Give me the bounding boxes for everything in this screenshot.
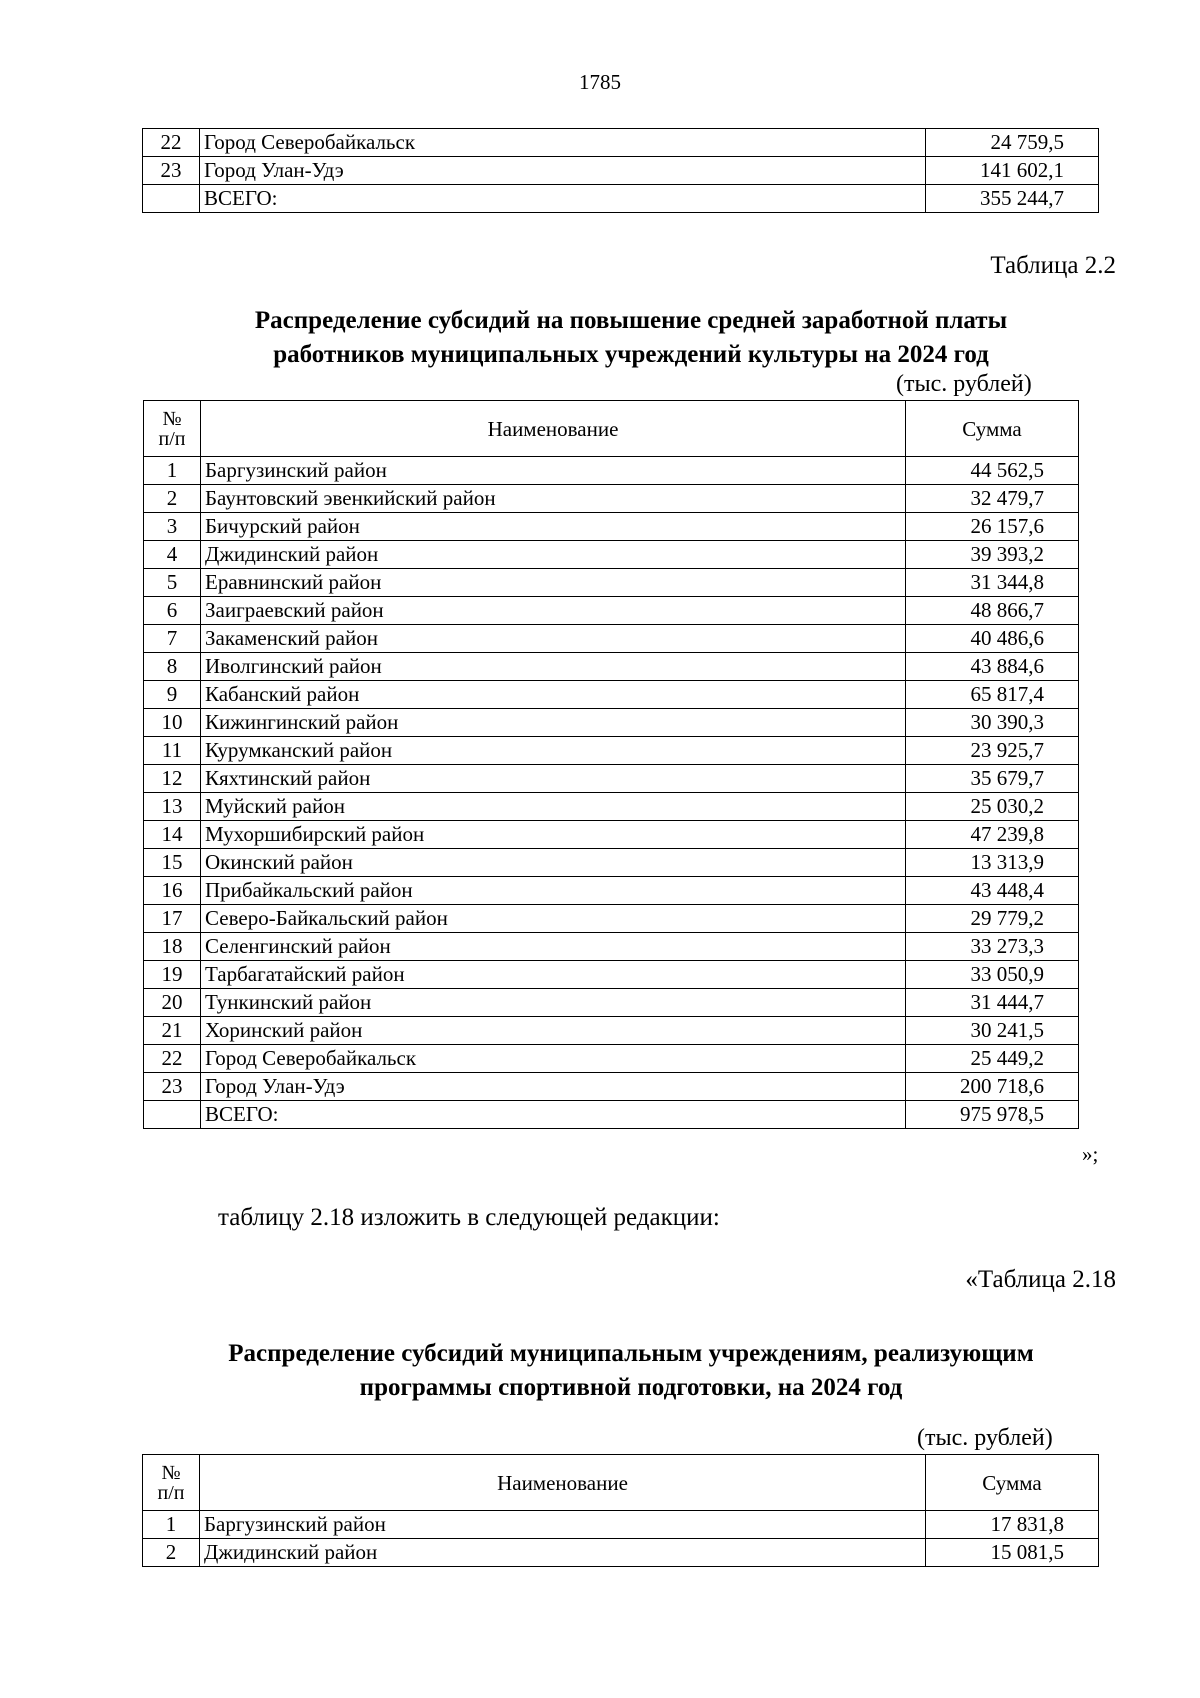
table-2-2-title [0,304,1200,372]
row-number-cell: 19 [144,961,201,989]
row-name-cell: Прибайкальский район [201,877,906,905]
table-row [144,849,1079,877]
table-2-18 [142,1454,1099,1567]
total-row [143,185,1099,213]
row-number-cell: 13 [144,793,201,821]
header-amount-cell: Сумма [906,401,1079,457]
page-number: 1785 [579,70,621,94]
row-number-cell: 5 [144,569,201,597]
row-number-cell: 2 [144,485,201,513]
row-name-cell: ВСЕГО: [200,185,926,213]
row-number-cell: 21 [144,1017,201,1045]
table-row [144,877,1079,905]
row-name-cell: Селенгинский район [201,933,906,961]
table-row [144,737,1079,765]
row-amount-cell: 43 884,6 [906,653,1079,681]
table-body [143,129,1099,213]
row-amount-cell: 975 978,5 [906,1101,1079,1129]
row-amount-cell: 26 157,6 [906,513,1079,541]
row-name-cell: Джидинский район [200,1539,926,1567]
row-name-cell: Город Северобайкальск [201,1045,906,1073]
closing-quote: »; [1082,1142,1099,1166]
row-amount-cell: 200 718,6 [906,1073,1079,1101]
row-name-cell: Тарбагатайский район [201,961,906,989]
table-row [144,485,1079,513]
table-2-2-label: Таблица 2.2 [990,252,1116,279]
row-amount-cell: 25 449,2 [906,1045,1079,1073]
table-row [144,933,1079,961]
title-line-2: работников муниципальных учреждений культуры на 2024 год [273,341,989,368]
row-amount-cell: 30 241,5 [906,1017,1079,1045]
row-name-cell: Бичурский район [201,513,906,541]
header-num-line-1: № [161,1461,181,1484]
row-amount-cell: 44 562,5 [906,457,1079,485]
table-row [144,905,1079,933]
row-number-cell: 9 [144,681,201,709]
row-name-cell: Тункинский район [201,989,906,1017]
table-body [144,457,1079,1129]
row-name-cell: Баунтовский эвенкийский район [201,485,906,513]
table-row [144,681,1079,709]
row-amount-cell: 43 448,4 [906,877,1079,905]
row-number-cell: 23 [143,157,200,185]
row-number-cell: 8 [144,653,201,681]
row-name-cell: Баргузинский район [200,1511,926,1539]
row-name-cell: Город Улан-Удэ [200,157,926,185]
table-2-18-title [0,1337,1200,1405]
row-number-cell: 23 [144,1073,201,1101]
row-amount-cell: 25 030,2 [906,793,1079,821]
header-num-line-2: п/п [158,427,186,450]
table-row [144,709,1079,737]
row-number-cell: 1 [144,457,201,485]
header-name-cell: Наименование [201,401,906,457]
table-row [144,597,1079,625]
row-name-cell: Кижингинский район [201,709,906,737]
row-name-cell: Закаменский район [201,625,906,653]
row-amount-cell: 23 925,7 [906,737,1079,765]
row-amount-cell: 141 602,1 [926,157,1099,185]
row-name-cell: Окинский район [201,849,906,877]
table-row [144,513,1079,541]
row-number-cell: 11 [144,737,201,765]
row-number-cell: 14 [144,821,201,849]
header-num-cell [143,1455,200,1511]
row-number-cell: 1 [143,1511,200,1539]
row-number-cell: 18 [144,933,201,961]
row-number-cell: 7 [144,625,201,653]
table-row [144,569,1079,597]
header-num-line-1: № [162,407,182,430]
row-name-cell: Джидинский район [201,541,906,569]
table-row [144,625,1079,653]
row-name-cell: Мухоршибирский район [201,821,906,849]
total-row [144,1101,1079,1129]
previous-table-continuation [142,128,1099,213]
table-2-2-units: (тыс. рублей) [896,371,1032,397]
row-number-cell [144,1101,201,1129]
table-row [144,765,1079,793]
row-number-cell: 22 [144,1045,201,1073]
row-amount-cell: 33 273,3 [906,933,1079,961]
table-row [144,1045,1079,1073]
row-number-cell: 4 [144,541,201,569]
row-number-cell: 17 [144,905,201,933]
row-amount-cell: 355 244,7 [926,185,1099,213]
row-name-cell: ВСЕГО: [201,1101,906,1129]
row-name-cell: Иволгинский район [201,653,906,681]
table-row [144,793,1079,821]
instruction-paragraph: таблицу 2.18 изложить в следующей редакции: [218,1204,720,1231]
table-row [144,989,1079,1017]
header-row [144,401,1079,457]
row-name-cell: Заиграевский район [201,597,906,625]
row-number-cell: 3 [144,513,201,541]
table-row [144,961,1079,989]
row-amount-cell: 15 081,5 [926,1539,1099,1567]
row-amount-cell: 48 866,7 [906,597,1079,625]
row-amount-cell: 17 831,8 [926,1511,1099,1539]
row-name-cell: Кабанский район [201,681,906,709]
table-row [144,821,1079,849]
row-number-cell: 22 [143,129,200,157]
row-name-cell: Баргузинский район [201,457,906,485]
header-amount-cell: Сумма [926,1455,1099,1511]
table-header [143,1455,1099,1511]
row-number-cell [143,185,200,213]
row-amount-cell: 47 239,8 [906,821,1079,849]
row-amount-cell: 30 390,3 [906,709,1079,737]
table-body [143,1511,1099,1567]
table-2-2 [143,400,1079,1129]
row-name-cell: Еравнинский район [201,569,906,597]
table-row [143,1539,1099,1567]
row-amount-cell: 31 444,7 [906,989,1079,1017]
row-number-cell: 15 [144,849,201,877]
table-row [143,157,1099,185]
table-row [144,653,1079,681]
table-row [143,129,1099,157]
table-row [144,1073,1079,1101]
table-row [143,1511,1099,1539]
row-amount-cell: 65 817,4 [906,681,1079,709]
table-row [144,1017,1079,1045]
table-header [144,401,1079,457]
row-amount-cell: 29 779,2 [906,905,1079,933]
row-number-cell: 20 [144,989,201,1017]
row-number-cell: 2 [143,1539,200,1567]
title-line-2: программы спортивной подготовки, на 2024 год [359,1374,903,1401]
row-name-cell: Муйский район [201,793,906,821]
row-number-cell: 12 [144,765,201,793]
title-line-1: Распределение субсидий на повышение средней заработной платы [254,307,1008,334]
row-name-cell: Северо-Байкальский район [201,905,906,933]
table-row [144,457,1079,485]
row-amount-cell: 39 393,2 [906,541,1079,569]
row-name-cell: Курумканский район [201,737,906,765]
row-name-cell: Хоринский район [201,1017,906,1045]
row-number-cell: 6 [144,597,201,625]
row-number-cell: 16 [144,877,201,905]
header-name-cell: Наименование [200,1455,926,1511]
title-line-1: Распределение субсидий муниципальным учреждениям, реализующим [228,1340,1034,1367]
table-2-18-label: «Таблица 2.18 [965,1266,1116,1293]
row-name-cell: Город Улан-Удэ [201,1073,906,1101]
row-number-cell: 10 [144,709,201,737]
row-amount-cell: 33 050,9 [906,961,1079,989]
row-amount-cell: 24 759,5 [926,129,1099,157]
row-amount-cell: 40 486,6 [906,625,1079,653]
header-num-line-2: п/п [157,1481,185,1504]
table-row [144,541,1079,569]
row-amount-cell: 31 344,8 [906,569,1079,597]
row-name-cell: Город Северобайкальск [200,129,926,157]
row-name-cell: Кяхтинский район [201,765,906,793]
header-num-cell [144,401,201,457]
row-amount-cell: 35 679,7 [906,765,1079,793]
row-amount-cell: 32 479,7 [906,485,1079,513]
row-amount-cell: 13 313,9 [906,849,1079,877]
header-row [143,1455,1099,1511]
table-2-18-units: (тыс. рублей) [917,1425,1053,1451]
